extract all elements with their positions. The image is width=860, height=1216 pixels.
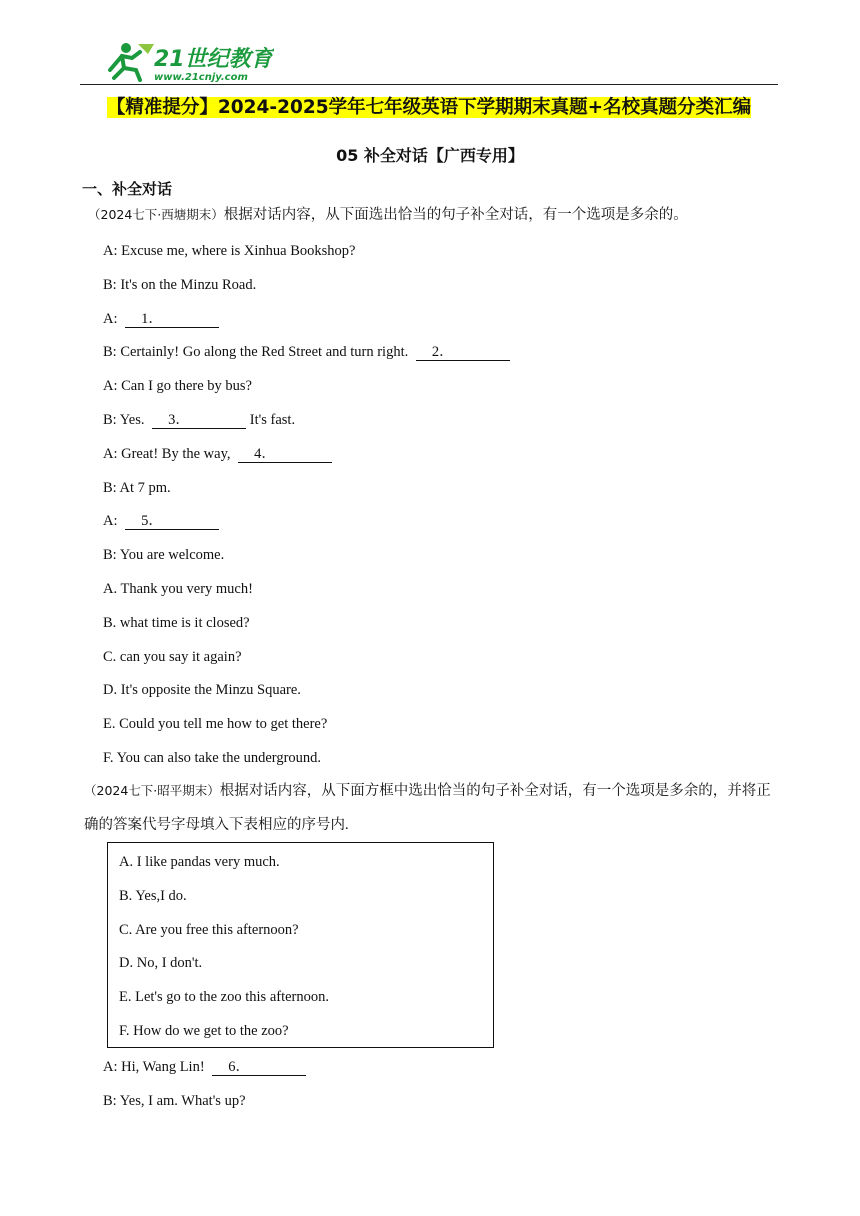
blank-number: 3． — [168, 412, 190, 428]
option-item: A. I like pandas very much. — [119, 854, 280, 870]
q1-source: （2024七下·西塘期末） — [88, 207, 224, 222]
dialogue-line — [103, 511, 219, 531]
dialogue-line — [103, 545, 224, 565]
page-subtitle: 05 补全对话【广西专用】 — [336, 146, 524, 165]
dialogue-text: B: You are welcome. — [103, 547, 225, 564]
dialogue-text: B: Yes. — [103, 412, 149, 428]
blank-number: 2． — [431, 344, 454, 361]
dialogue-line — [103, 1091, 246, 1111]
answer-blank[interactable] — [125, 513, 219, 530]
option-item: F. You can also take the underground. — [103, 750, 322, 766]
dialogue-text: B: Certainly! Go along the Red Street and turn right. — [103, 344, 412, 361]
dialogue-line — [103, 241, 356, 261]
dialogue-text: A: Great! By the way, — [103, 445, 235, 462]
dialogue-text: A: Hi, Wang Lin! — [103, 1059, 209, 1075]
answer-blank[interactable] — [416, 344, 510, 361]
blank-number: 6． — [228, 1059, 251, 1075]
site-logo — [104, 40, 274, 84]
dialogue-line — [103, 342, 510, 362]
option-item: B. what time is it closed? — [103, 614, 250, 631]
dialogue-line — [103, 275, 256, 295]
answer-blank[interactable] — [125, 311, 219, 328]
logo-url: www.21cnjy.com — [154, 72, 248, 83]
q1-instruction: 根据对话内容，从下面选出恰当的句子补全对话，有一个选项是多余的。 — [223, 207, 688, 223]
dialogue-text: A: — [103, 310, 122, 327]
dialogue-text-after: It's fast. — [246, 412, 296, 428]
option-item: D. It's opposite the Minzu Square. — [103, 682, 301, 699]
blank-number: 4． — [254, 445, 276, 462]
option-item: D. No, I don't. — [119, 955, 203, 972]
option-item: A. Thank you very much! — [103, 581, 253, 597]
dialogue-line — [103, 1057, 306, 1077]
runner-icon — [110, 43, 154, 80]
dialogue-line — [103, 309, 219, 329]
section-heading: 一、补全对话 — [82, 180, 173, 198]
blank-number: 5． — [141, 513, 163, 530]
dialogue-text: A: Excuse me, where is Xinhua Bookshop? — [103, 243, 356, 259]
option-item: E. Could you tell me how to get there? — [103, 716, 328, 733]
option-item: C. can you say it again? — [103, 648, 242, 665]
page-title — [80, 94, 778, 122]
dialogue-line — [103, 478, 171, 498]
dialogue-text: B: Yes, I am. What's up? — [103, 1092, 246, 1109]
dialogue-text: B: It's on the Minzu Road. — [103, 276, 257, 293]
dialogue-text: B: At 7 pm. — [103, 479, 171, 496]
option-item: B. Yes,I do. — [119, 887, 187, 904]
logo-text: 21世纪教育 — [154, 47, 273, 72]
answer-blank[interactable] — [212, 1059, 306, 1076]
option-item: C. Are you free this afternoon? — [119, 921, 299, 938]
dialogue-line — [103, 410, 295, 430]
header-divider — [80, 84, 778, 85]
dialogue-text: A: — [103, 513, 122, 530]
q1-intro — [88, 205, 688, 225]
q2-source: （2024七下·昭平期末） — [84, 783, 220, 798]
answer-blank[interactable] — [238, 446, 332, 463]
option-item: E. Let's go to the zoo this afternoon. — [119, 989, 329, 1006]
q2-options-box — [107, 842, 494, 1048]
dialogue-line — [103, 376, 252, 396]
q2-intro — [84, 774, 784, 842]
option-item: F. How do we get to the zoo? — [119, 1023, 289, 1039]
dialogue-text: A: Can I go there by bus? — [103, 378, 252, 395]
blank-number: 1． — [141, 310, 163, 327]
page-title-text: 【精准提分】2024-2025学年七年级英语下学期期末真题+名校真题分类汇编 — [106, 97, 752, 118]
answer-blank[interactable] — [152, 412, 246, 429]
q2-instruction: 根据对话内容，从下面方框中选出恰当的句子补全对话，有一个选项是多余的，并将正确的答案代号字母填入下表相应的序号内. — [84, 783, 771, 833]
dialogue-line — [103, 444, 332, 464]
